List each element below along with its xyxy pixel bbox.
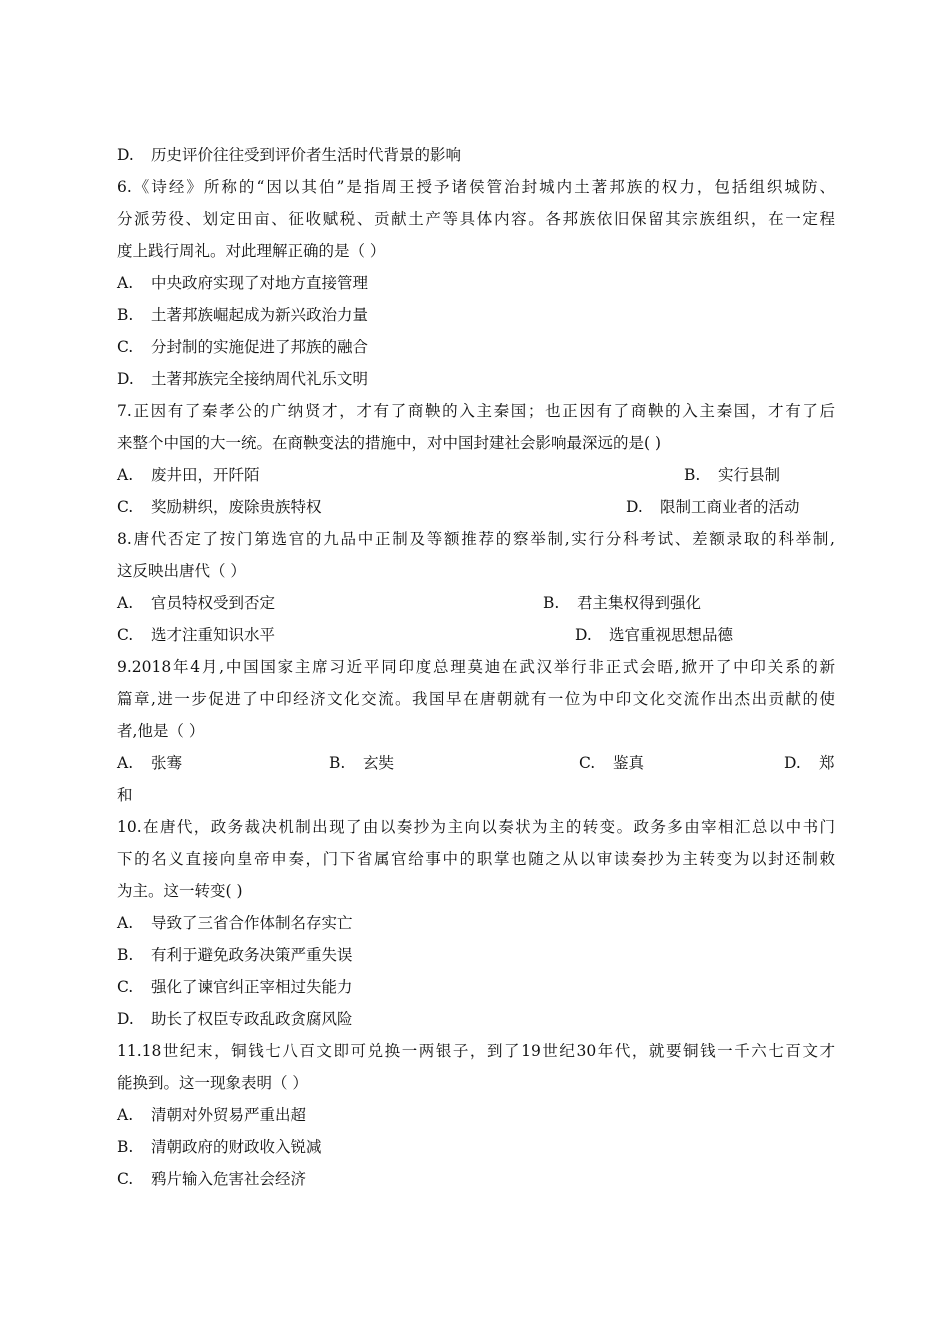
q6-option-c: C. 分封制的实施促进了邦族的融合 <box>117 338 369 356</box>
q6-stem-line-2: 分派劳役、划定田亩、征收赋税、贡献土产等具体内容。各邦族依旧保留其宗族组织，在一定程 <box>117 210 835 228</box>
q10-option-a: A. 导致了三省合作体制名存实亡 <box>117 914 353 932</box>
q10-option-d: D. 助长了权臣专政乱政贪腐风险 <box>117 1010 353 1028</box>
q9-option-a: A. 张骞 <box>117 754 183 772</box>
q8-option-c: C. 选才注重知识水平 <box>117 626 276 644</box>
q11-stem-line-1: 11.18世纪末，铜钱七八百文即可兑换一两银子，到了19世纪30年代，就要铜钱一千六七百文才 <box>117 1042 835 1060</box>
q8-option-d: D. 选官重视思想品德 <box>575 626 734 644</box>
q10-option-c: C. 强化了谏官纠正宰相过失能力 <box>117 978 353 996</box>
q7-stem-line-1: 7.正因有了秦孝公的广纳贤才，才有了商鞅的入主秦国；也正因有了商鞅的入主秦国，才有了后 <box>117 402 835 420</box>
q7-option-c: C. 奖励耕织，废除贵族特权 <box>117 498 322 516</box>
q9-option-d: D. 郑 <box>784 754 835 772</box>
q7-option-d: D. 限制工商业者的活动 <box>626 498 800 516</box>
q7-option-b: B. 实行县制 <box>684 466 781 484</box>
q5-option-d: D. 历史评价往往受到评价者生活时代背景的影响 <box>117 146 462 164</box>
q8-option-a: A. 官员特权受到否定 <box>117 594 276 612</box>
q11-stem-line-2: 能换到。这一现象表明（ ） <box>117 1074 308 1092</box>
q6-option-d: D. 土著邦族完全接纳周代礼乐文明 <box>117 370 369 388</box>
q10-option-b: B. 有利于避免政务决策严重失误 <box>117 946 353 964</box>
q6-option-a: A. 中央政府实现了对地方直接管理 <box>117 274 369 292</box>
q10-stem-line-2: 下的名义直接向皇帝申奏，门下省属官给事中的职掌也随之从以审读奏抄为主转变为以封还制敕 <box>117 850 835 868</box>
q8-stem-line-1: 8.唐代否定了按门第选官的九品中正制及等额推荐的察举制,实行分科考试、差额录取的科举制, <box>117 530 835 548</box>
q9-stem-line-3: 者,他是（ ） <box>117 722 205 740</box>
q7-option-a: A. 废井田，开阡陌 <box>117 466 260 484</box>
q10-stem-line-3: 为主。这一转变( ) <box>117 882 243 900</box>
q11-option-a: A. 清朝对外贸易严重出超 <box>117 1106 307 1124</box>
q6-option-b: B. 土著邦族崛起成为新兴政治力量 <box>117 306 369 324</box>
q11-option-b: B. 清朝政府的财政收入锐减 <box>117 1138 322 1156</box>
q9-stem-line-2: 篇章,进一步促进了中印经济文化交流。我国早在唐朝就有一位为中印文化交流作出杰出贡献的使 <box>117 690 835 708</box>
q9-option-c: C. 鉴真 <box>579 754 645 772</box>
q6-stem-line-1: 6.《诗经》所称的“因以其伯”是指周王授予诸侯管治封城内土著邦族的权力，包括组织城防、 <box>117 178 835 196</box>
q10-stem-line-1: 10.在唐代，政务裁决机制出现了由以奏抄为主向以奏状为主的转变。政务多由宰相汇总以中书门 <box>117 818 835 836</box>
q9-option-b: B. 玄奘 <box>329 754 395 772</box>
q8-option-b: B. 君主集权得到强化 <box>543 594 702 612</box>
q7-stem-line-2: 来整个中国的大一统。在商鞅变法的措施中，对中国封建社会影响最深远的是( ) <box>117 434 662 452</box>
q11-option-c: C. 鸦片输入危害社会经济 <box>117 1170 307 1188</box>
q9-stem-line-1: 9.2018年4月,中国国家主席习近平同印度总理莫迪在武汉举行非正式会晤,掀开了中印关系的新 <box>117 658 835 676</box>
q9-option-d-wrap: 和 <box>117 786 133 804</box>
q6-stem-line-3: 度上践行周礼。对此理解正确的是（ ） <box>117 242 386 260</box>
q8-stem-line-2: 这反映出唐代（ ） <box>117 562 246 580</box>
